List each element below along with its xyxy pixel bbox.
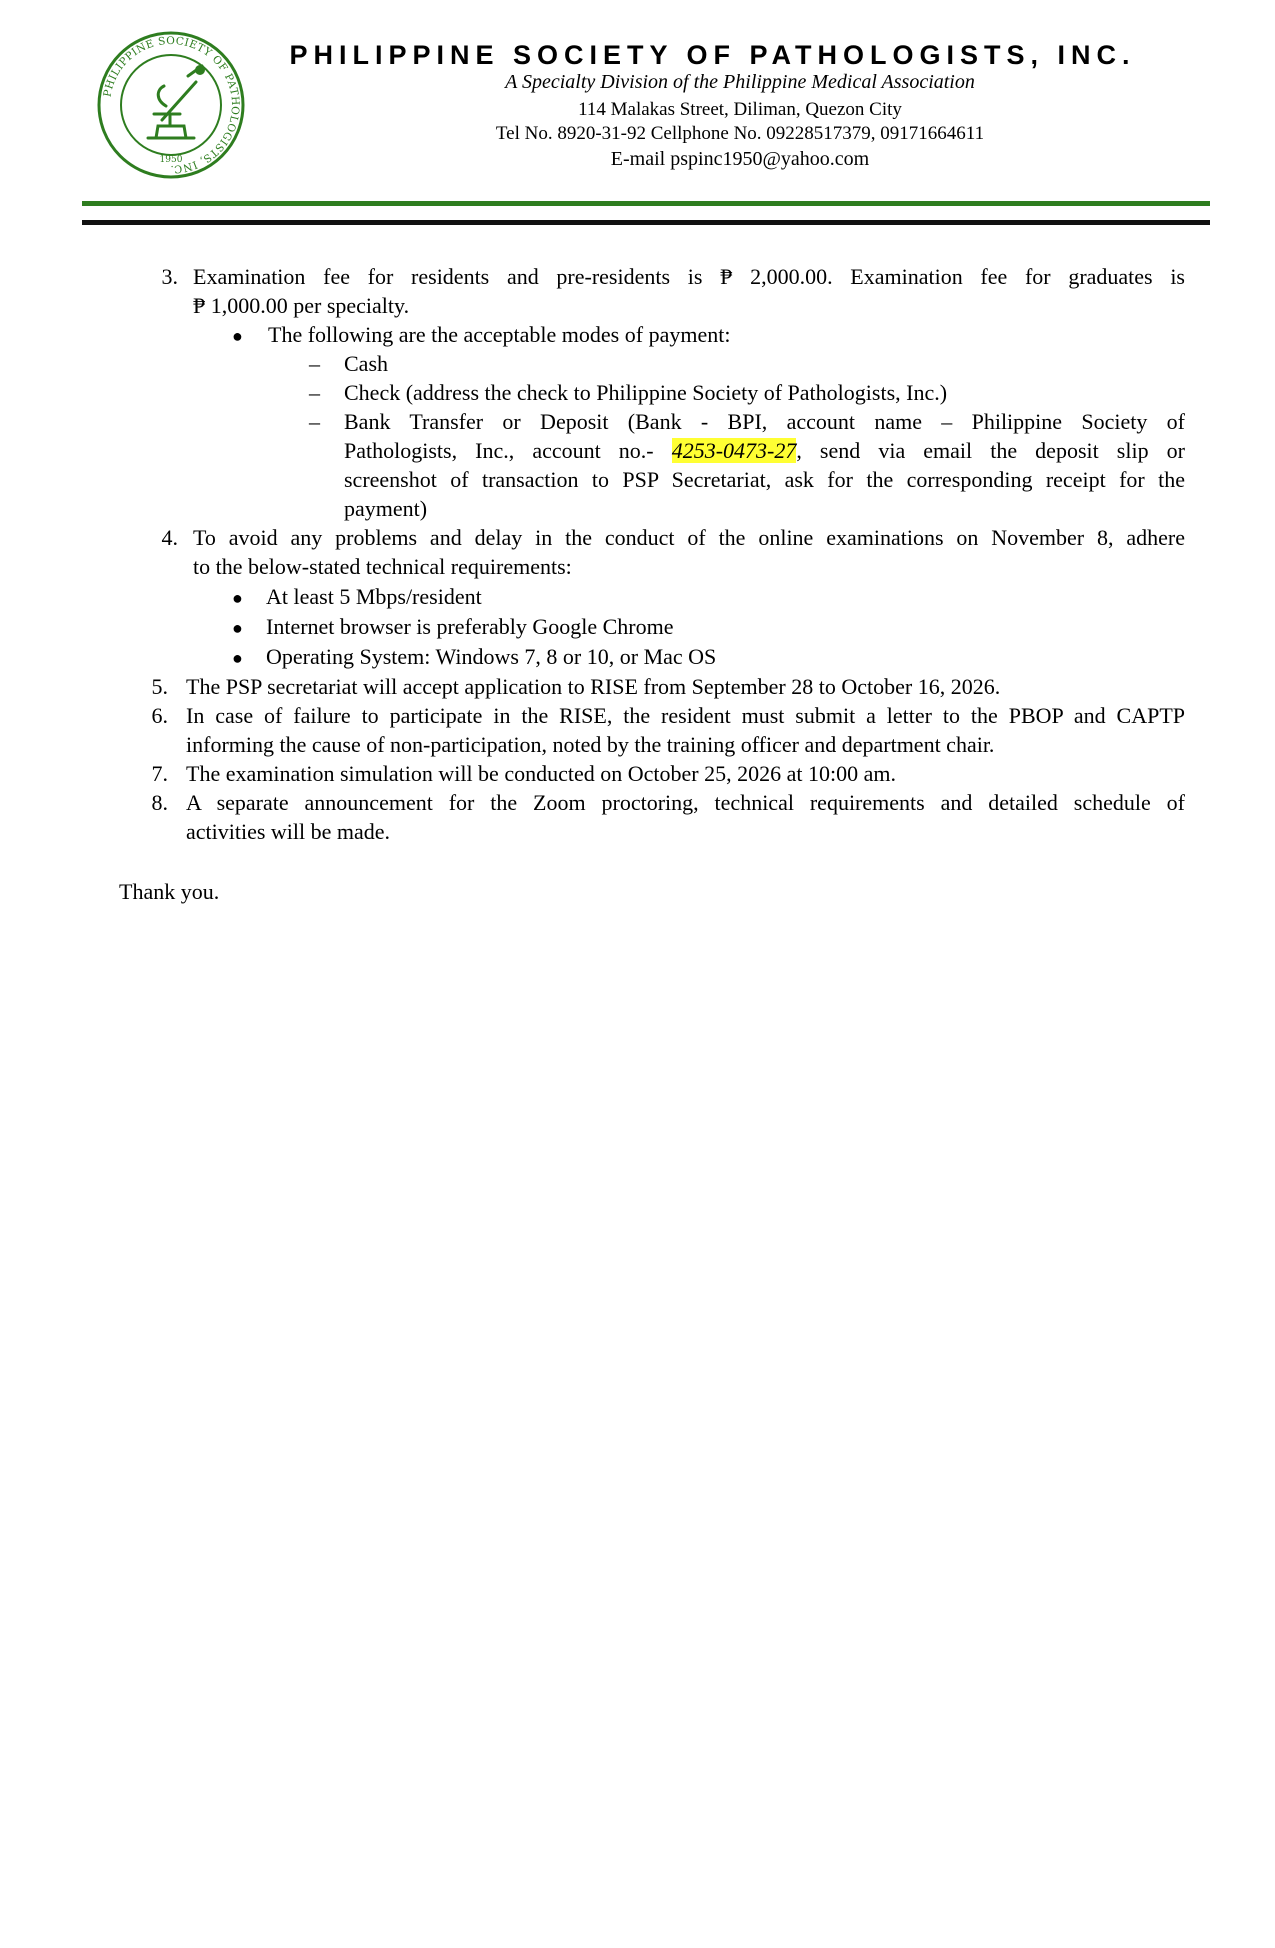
- dash-icon: –: [309, 351, 320, 376]
- item-7-line-1: The examination simulation will be conducted on October 25, 2026 at 10:00 am.: [186, 761, 896, 786]
- org-tagline: A Specialty Division of the Philippine Medical Association: [505, 71, 975, 93]
- org-email-line: [290, 148, 1190, 171]
- item-number: 6.: [151, 703, 168, 728]
- bullet-icon: ●: [232, 618, 243, 638]
- org-address: 114 Malakas Street, Diliman, Quezon City: [578, 99, 902, 120]
- payment-mode-bank-line-2: Pathologists, Inc., account no.- 4253-0473-27, send via email the deposit slip or: [344, 438, 1185, 463]
- payment-mode-bank-line-1: Bank Transfer or Deposit (Bank - BPI, account name – Philippine Society of: [344, 409, 1185, 434]
- org-name: PHILIPPINE SOCIETY OF PATHOLOGISTS, INC.: [289, 40, 1136, 70]
- logo-ring-text: PHILIPPINE SOCIETY OF PATHOLOGISTS, INC.: [101, 34, 242, 176]
- item-8-line-2: activities will be made.: [186, 819, 391, 844]
- tech-req-bandwidth: At least 5 Mbps/resident: [266, 584, 482, 609]
- bullet-icon: ●: [232, 648, 243, 668]
- item-6-line-2: informing the cause of non-participation, noted by the training officer and department chair.: [186, 732, 995, 757]
- tech-req-browser: Internet browser is preferably Google Chrome: [266, 614, 674, 639]
- item-number: 5.: [151, 674, 168, 699]
- email-link[interactable]: pspinc1950@yahoo.com: [670, 148, 870, 170]
- item-4-line-1: To avoid any problems and delay in the conduct of the online examinations on November 8, adhere: [193, 525, 1185, 550]
- header-rule-green: [82, 201, 1210, 206]
- bullet-icon: ●: [232, 326, 243, 346]
- bullet-icon: ●: [232, 588, 243, 608]
- dash-icon: –: [309, 380, 320, 405]
- closing-text: Thank you.: [119, 879, 220, 904]
- item-5-line-1: The PSP secretariat will accept application to RISE from September 28 to October 16, 2026.: [186, 674, 1001, 699]
- item-3-line-1: Examination fee for residents and pre-residents is ₱ 2,000.00. Examination fee for graduates is: [193, 264, 1185, 289]
- payment-mode-bank-line-3: screenshot of transaction to PSP Secretariat, ask for the corresponding receipt for the: [344, 467, 1185, 492]
- item-number: 8.: [151, 790, 168, 815]
- payment-modes-intro: The following are the acceptable modes of payment:: [268, 322, 731, 347]
- letterhead: [0, 0, 1275, 230]
- item-4-line-2: to the below-stated technical requirements:: [193, 554, 572, 579]
- email-label: E-mail: [610, 148, 671, 170]
- item-6-line-1: In case of failure to participate in the RISE, the resident must submit a letter to the PBOP and CAPTP: [186, 703, 1185, 728]
- tech-req-os: Operating System: Windows 7, 8 or 10, or Mac OS: [266, 644, 717, 669]
- header-rule-black: [82, 220, 1210, 225]
- item-number: 7.: [151, 761, 168, 786]
- logo-year: 1950: [159, 155, 183, 165]
- org-phone: Tel No. 8920-31-92 Cellphone No. 09228517379, 09171664611: [495, 123, 985, 144]
- dash-icon: –: [309, 409, 320, 434]
- payment-mode-cash: Cash: [344, 351, 388, 376]
- payment-mode-check: Check (address the check to Philippine Society of Pathologists, Inc.): [344, 380, 948, 405]
- item-number: 3.: [161, 264, 178, 289]
- payment-mode-bank-line-4: payment): [344, 496, 428, 521]
- item-number: 4.: [161, 525, 178, 550]
- item-8-line-1: A separate announcement for the Zoom proctoring, technical requirements and detailed schedule of: [186, 790, 1185, 815]
- item-3-line-2: ₱ 1,000.00 per specialty.: [193, 293, 410, 318]
- account-number-highlight: 4253-0473-27: [671, 438, 797, 463]
